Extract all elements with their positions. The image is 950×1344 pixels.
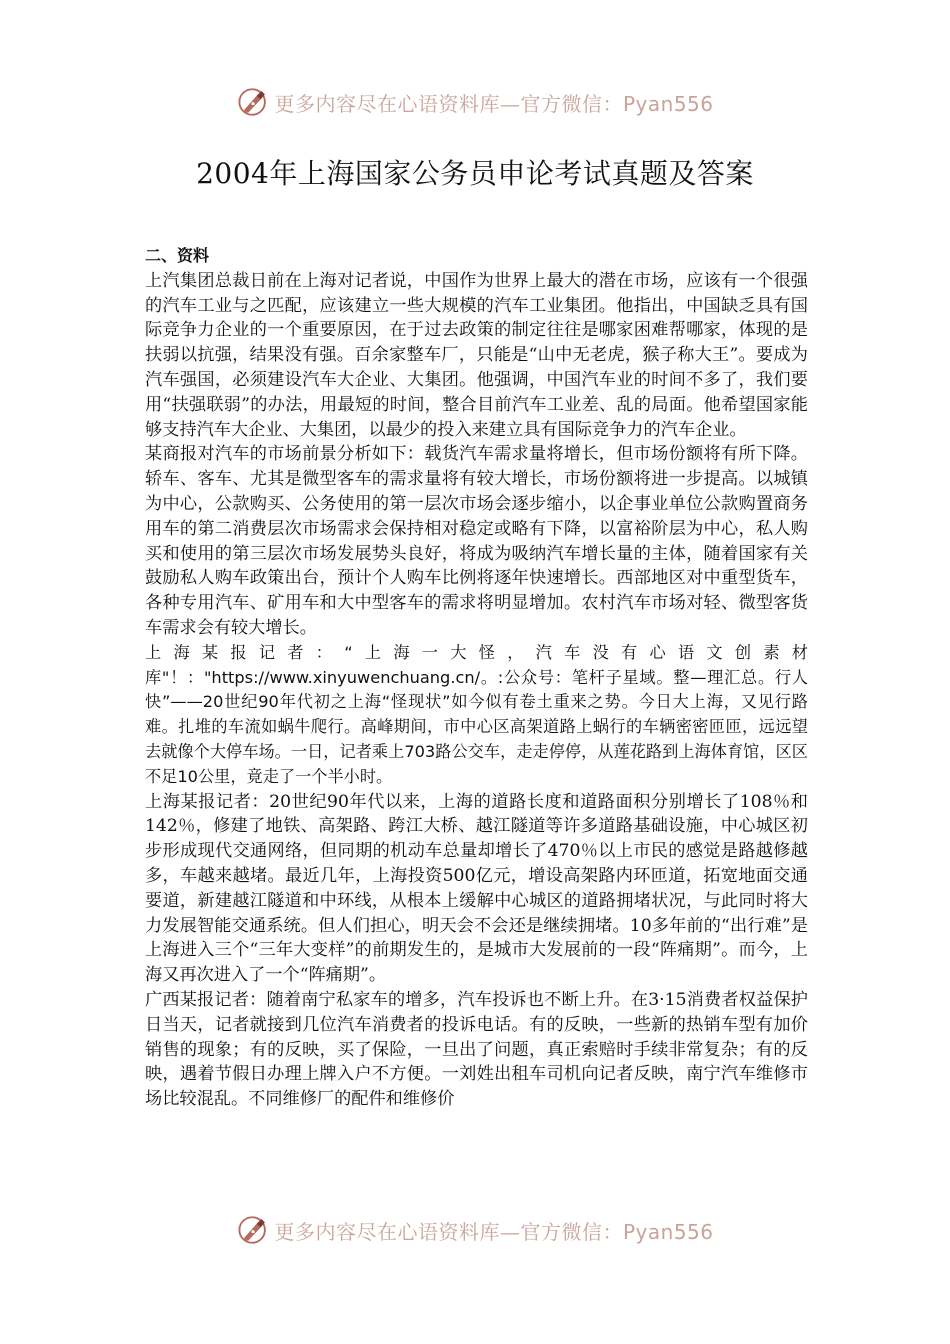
footer-banner-text: 更多内容尽在心语资料库—官方微信：Pyan556	[274, 1219, 714, 1244]
paragraph-guangxi-complaints: 广西某报记者：随着南宁私家车的增多，汽车投诉也不断上升。在3·15消费者权益保护日当天，记者就接到几位汽车消费者的投诉电话。有的反映，一些新的热销车型有加价销售的现象；有的反映，买了保险，一旦出了问题，真正索赔时手续非常复杂；有的反映，遇着节假日办理上牌入户不方便。一刘姓出租车司机向记者反映，南宁汽车维修市场比较混乱。不同维修厂的配件和维修价	[145, 989, 808, 1110]
paragraph-market-analysis: 某商报对汽车的市场前景分析如下：载货汽车需求量将增长，但市场份额将有所下降。轿车、客车、尤其是微型客车的需求量将有较大增长，市场份额将进一步提高。以城镇为中心，公款购买、公务使用的第一层次市场会逐步缩小，以企事业单位公款购置商务用车的第二消费层次市场需求会保持相对稳定或略有下降，以富裕阶层为中心，私人购买和使用的第三层次市场发展势头良好，将成为吸纳汽车增长量的主体，随着国家有关鼓励私人购车政策出台，预计个人购车比例将逐年快速增长。西部地区对中重型货车，各种专用汽车、矿用车和大中型客车的需求将明显增加。农村汽车市场对轻、微型客货车需求会有较大增长。	[145, 444, 808, 638]
paragraph-shanghai-traffic: 上海某报记者：“上海一大怪，汽车没有心语文创素材库"！："https://www.xinyuwenchuang.cn/。:公众号：笔杆子星域。整—理汇总。行人快”——20世纪90年代初之上海“怪现状”如今似有卷土重来之势。今日大上海，又见行路难。扎堆的车流如蜗牛爬行。高峰期间，市中心区高架道路上蜗行的车辆密密匝匝，远远望去就像个大停车场。一日，记者乘上703路公交车，走走停停，从莲花路到上海体育馆，区区不足10公里，竟走了一个半小时。	[145, 642, 808, 786]
header-banner-text: 更多内容尽在心语资料库—官方微信：Pyan556	[274, 91, 714, 116]
section-heading: 二、资料	[145, 246, 210, 265]
footer-banner	[0, 1210, 950, 1250]
document-body	[145, 244, 808, 1112]
pen-nib-logo-icon	[236, 85, 270, 119]
paragraph-auto-group: 上汽集团总裁日前在上海对记者说，中国作为世界上最大的潜在市场，应该有一个很强的汽车工业与之匹配，应该建立一些大规模的汽车工业集团。他指出，中国缺乏具有国际竞争力企业的一个重要原因，在于过去政策的制定往往是哪家困难帮哪家，体现的是扶弱以抗强，结果没有强。百余家整车厂，只能是“山中无老虎，猴子称大王”。要成为汽车强国，必须建设汽车大企业、大集团。他强调，中国汽车业的时间不多了，我们要用“扶强联弱”的办法，用最短的时间，整合目前汽车工业差、乱的局面。他希望国家能够支持汽车大企业、大集团，以最少的投入来建立具有国际竞争力的汽车企业。	[145, 270, 808, 440]
page-title: 2004年上海国家公务员申论考试真题及答案	[196, 157, 754, 190]
paragraph-shanghai-roads: 上海某报记者：20世纪90年代以来，上海的道路长度和道路面积分别增长了108％和142％，修建了地铁、高架路、跨江大桥、越江隧道等许多道路基础设施，中心城区初步形成现代交通网络，但同期的机动车总量却增长了470％以上市民的感觉是路越修越多，车越来越堵。最近几年，上海投资500亿元，增设高架路内环匝道，拓宽地面交通要道，新建越江隧道和中环线，从根本上缓解中心城区的道路拥堵状况，与此同时将大力发展智能交通系统。但人们担心，明天会不会还是继续拥堵。10多年前的“出行难”是上海进入三个“三年大变样”的前期发生的，是城市大发展前的一段“阵痛期”。而今，上海又再次进入了一个“阵痛期”。	[145, 791, 808, 986]
header-banner	[0, 82, 950, 122]
pen-nib-logo-icon	[236, 1213, 270, 1247]
